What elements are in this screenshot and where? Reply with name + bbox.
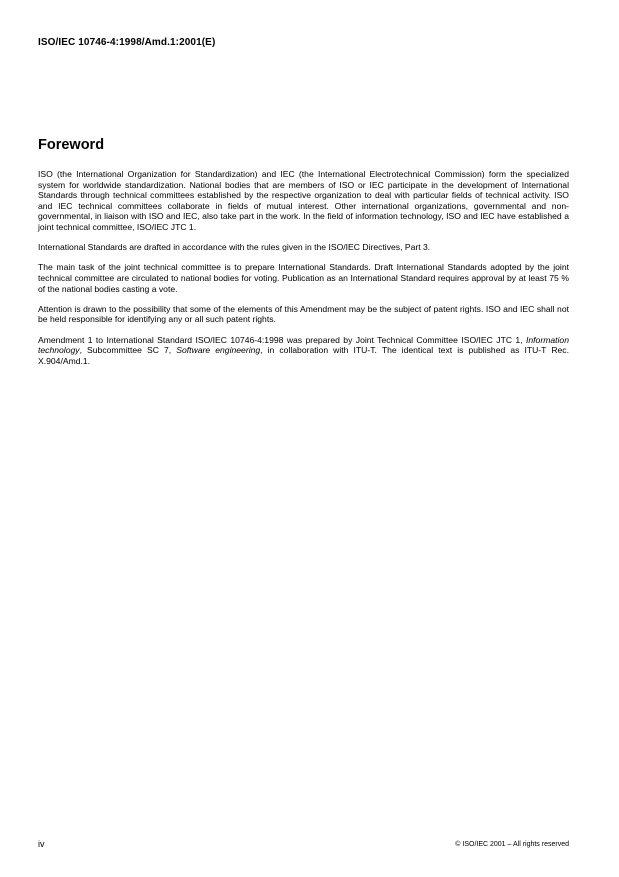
amendment-text-1: Amendment 1 to International Standard ISO/IEC 10746-4:1998 was prepared by Joint Technical Committee ISO/IEC JTC 1, <box>38 334 526 345</box>
paragraph-organizations: ISO (the International Organization for Standardization) and IEC (the International Electrotechnical Commission) form the specialized system for worldwide standardization. National bodies that are members of ISO or IEC participate in the development of International Standards through technical committees established by the respective organization to deal with particular fields of technical activity. ISO and IEC technical committees collaborate in fields of mutual interest. Other international organizations, governmental and non-governmental, in liaison with ISO and IEC, also take part in the work. In the field of information technology, ISO and IEC have established a joint technical committee, ISO/IEC JTC 1. <box>38 169 569 232</box>
amendment-text-2: , Subcommittee SC 7, <box>79 345 177 356</box>
page-number: iv <box>38 839 45 849</box>
paragraph-committee-task: The main task of the joint technical committee is to prepare International Standards. Draft International Standards adopted by the joint technical committee are circulated to national bodies for voting. Publication as an International Standard requires approval by at least 75 % of the national bodies casting a vote. <box>38 262 569 294</box>
copyright-notice: © ISO/IEC 2001 – All rights reserved <box>455 841 569 848</box>
amendment-subcommittee-italic: Software engineering <box>176 345 261 356</box>
document-identifier: ISO/IEC 10746-4:1998/Amd.1:2001(E) <box>38 37 216 48</box>
amendment-subject-italic: Information technology <box>38 334 569 356</box>
paragraph-patent-rights: Attention is drawn to the possibility that some of the elements of this Amendment may be the subject of patent rights. ISO and IEC shall not be held responsible for identifying any or all such patent rights. <box>38 303 569 325</box>
paragraph-amendment-info <box>38 335 569 367</box>
section-heading: Foreword <box>38 137 105 153</box>
amendment-text-3: , in collaboration with ITU-T. The identical text is published as ITU-T Rec. X.904/Amd.1. <box>38 345 569 366</box>
paragraph-directives: International Standards are drafted in accordance with the rules given in the ISO/IEC Directives, Part 3. <box>38 242 431 253</box>
foreword-body <box>38 169 569 376</box>
